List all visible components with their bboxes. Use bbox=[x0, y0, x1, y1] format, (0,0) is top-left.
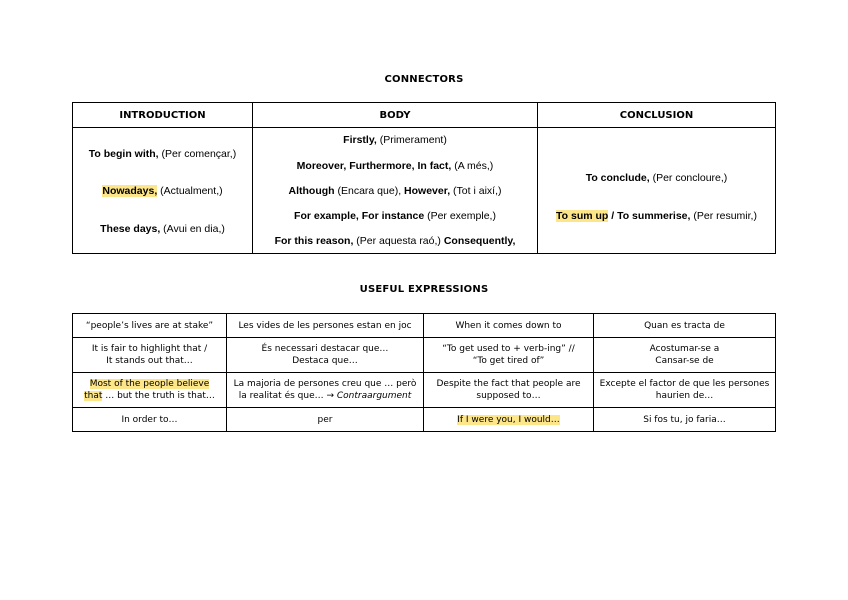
introduction-cell bbox=[73, 128, 253, 254]
expr-r3-c3: Despite the fact that people are supposed to… bbox=[424, 373, 594, 408]
intro-line-1: To begin with, (Per començar,) bbox=[88, 148, 237, 160]
expr-r2-c4: Acostumar-se a Cansar-se de bbox=[594, 338, 776, 373]
body-line-2: Moreover, Furthermore, In fact, (A més,) bbox=[296, 160, 494, 172]
intro-line-3: These days, (Avui en dia,) bbox=[100, 223, 225, 235]
body-line-5: For this reason, (Per aquesta raó,) Consequently, bbox=[274, 235, 516, 247]
header-body: BODY bbox=[253, 103, 538, 128]
expr-r1-c2: Les vides de les persones estan en joc bbox=[227, 314, 424, 338]
expr-r1-c3: When it comes down to bbox=[424, 314, 594, 338]
expr-r1-c1: “people’s lives are at stake” bbox=[73, 314, 227, 338]
useful-expressions-title: USEFUL EXPRESSIONS bbox=[359, 284, 489, 295]
conclusion-cell bbox=[538, 128, 776, 254]
expr-r3-c4: Excepte el factor de que les persones haurien de… bbox=[594, 373, 776, 408]
body-line-4: For example, For instance (Per exemple,) bbox=[294, 210, 496, 222]
expr-r3-c1: Most of the people believe that … but the truth is that… bbox=[73, 373, 227, 408]
header-introduction: INTRODUCTION bbox=[73, 103, 253, 128]
expr-r2-c3: “To get used to + verb-ing” // “To get tired of” bbox=[424, 338, 594, 373]
connectors-table bbox=[72, 102, 776, 254]
expr-r2-c2: És necessari destacar que… Destaca que… bbox=[227, 338, 424, 373]
body-line-3: Although (Encara que), However, (Tot i així,) bbox=[288, 185, 502, 197]
expr-r4-c3: If I were you, I would… bbox=[424, 408, 594, 432]
header-conclusion: CONCLUSION bbox=[538, 103, 776, 128]
useful-expressions-table bbox=[72, 313, 776, 432]
conclusion-line-2: To sum up / To summerise, (Per resumir,) bbox=[556, 210, 757, 222]
body-cell bbox=[253, 128, 538, 254]
body-line-1: Firstly, (Primerament) bbox=[343, 134, 447, 146]
conclusion-line-1: To conclude, (Per concloure,) bbox=[585, 172, 728, 184]
expr-r4-c2: per bbox=[227, 408, 424, 432]
expr-r1-c4: Quan es tracta de bbox=[594, 314, 776, 338]
expr-r2-c1: It is fair to highlight that / It stands out that… bbox=[73, 338, 227, 373]
expr-r3-c2: La majoria de persones creu que … però la realitat és que… → Contraargument bbox=[227, 373, 424, 408]
expr-r4-c1: In order to… bbox=[73, 408, 227, 432]
expr-r4-c4: Si fos tu, jo faria… bbox=[594, 408, 776, 432]
connectors-title: CONNECTORS bbox=[384, 74, 464, 85]
intro-line-2: Nowadays, (Actualment,) bbox=[102, 185, 223, 197]
